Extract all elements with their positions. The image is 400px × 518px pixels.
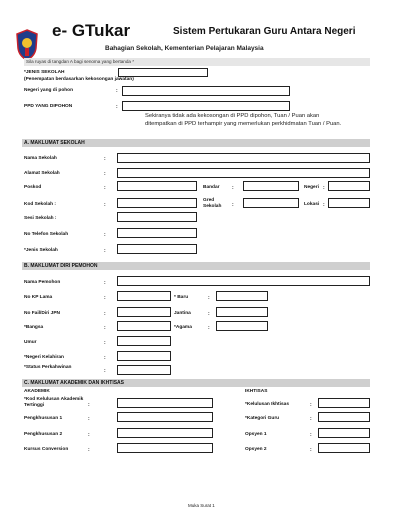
colon: :	[310, 432, 312, 438]
colon: :	[104, 368, 106, 374]
section-a-header: A. MAKLUMAT SEKOLAH	[22, 139, 370, 147]
pengkhususan2-select[interactable]	[117, 428, 213, 438]
page-number: Muka Surat 1	[188, 503, 215, 508]
jantina-label: Jantina	[174, 311, 191, 316]
section-b-header: B. MAKLUMAT DIRI PEMOHON	[22, 262, 370, 270]
colon: :	[104, 202, 106, 208]
opsyen1-select[interactable]	[318, 428, 370, 438]
jenis-sekolah-a-select[interactable]	[117, 244, 197, 254]
kod-kelulusan-label: *Kod Kelulusan Akademik Tertinggi	[24, 397, 84, 408]
negeri-dipohon-select[interactable]	[122, 86, 290, 96]
colon: :	[104, 156, 106, 162]
bandar-label: Bandar	[203, 185, 220, 190]
colon: :	[88, 447, 90, 453]
nama-sekolah-input[interactable]	[117, 153, 370, 163]
kategori-guru-select[interactable]	[318, 412, 370, 422]
colon: :	[232, 185, 234, 191]
opsyen1-label: Opsyen 1	[245, 432, 267, 437]
colon: :	[208, 325, 210, 331]
colon: :	[104, 325, 106, 331]
umur-label: Umur	[24, 340, 37, 345]
instruction-note: Sila ruyas di tangdan A bagi senoma yang bertanda *	[24, 58, 370, 66]
negeri-kelahiran-label: *Negeri Kelahiran	[24, 355, 64, 360]
jenis-sekolah-label: *JENIS SEKOLAH	[24, 70, 65, 75]
colon: :	[104, 248, 106, 254]
umur-input[interactable]	[117, 336, 171, 346]
negeri-dipohon-label: Negeri yang di pohon	[24, 88, 74, 93]
jenis-sekolah-sub: (Penempatan berdasarkan kekosongan jawatan)	[24, 77, 134, 82]
colon: :	[310, 402, 312, 408]
agama-label: *Agama	[174, 325, 192, 330]
no-fail-jpn-input[interactable]	[117, 307, 171, 317]
alamat-sekolah-input[interactable]	[117, 168, 370, 178]
ministry-line: Bahagian Sekolah, Kementerian Pelajaran Malaysia	[105, 45, 264, 52]
alamat-sekolah-label: Alamat Sekolah	[24, 171, 60, 176]
poskod-input[interactable]	[117, 181, 197, 191]
section-c-header: C. MAKLUMAT AKADEMIK DAN IKHTISAS	[22, 379, 370, 387]
nama-pemohon-input[interactable]	[117, 276, 370, 286]
negeri-kelahiran-select[interactable]	[117, 351, 171, 361]
colon: :	[104, 171, 106, 177]
jenis-sekolah-a-label: *Jenis Sekolah	[24, 248, 58, 253]
kursus-conversion-select[interactable]	[117, 443, 213, 453]
gred-sekolah-input[interactable]	[243, 198, 299, 208]
colon: :	[88, 402, 90, 408]
colon: :	[104, 311, 106, 317]
kelulusan-ikhtisas-label: *Kelulusan Ikhtisas	[245, 402, 289, 407]
colon: :	[323, 202, 325, 208]
colon: :	[88, 416, 90, 422]
colon: :	[104, 295, 106, 301]
colon: :	[310, 416, 312, 422]
no-kp-baru-input[interactable]	[216, 291, 268, 301]
negeri-input[interactable]	[328, 181, 370, 191]
app-brand: e- GTukar	[52, 21, 131, 40]
no-kp-baru-label: * Baru	[174, 295, 189, 300]
no-fail-jpn-label: No Fail/Diri JPN	[24, 311, 60, 316]
pengkhususan2-label: Pengkhususan 2	[24, 432, 63, 437]
nama-pemohon-label: Nama Pemohon	[24, 280, 61, 285]
app-subtitle: Sistem Pertukaran Guru Antara Negeri	[173, 26, 356, 37]
sesi-sekolah-select[interactable]	[117, 212, 197, 222]
lokasi-input[interactable]	[328, 198, 370, 208]
status-perkahwinan-label: *Status Perkahwinan	[24, 365, 72, 370]
opsyen2-label: Opsyen 2	[245, 447, 267, 452]
ppd-dipohon-select[interactable]	[122, 101, 290, 111]
colon: :	[104, 340, 106, 346]
colon: :	[323, 185, 325, 191]
jantina-select[interactable]	[216, 307, 268, 317]
kod-sekolah-label: Kod Sekolah :	[24, 202, 56, 207]
ppd-info-paragraph: Sekiranya tidak ada kekosongan di PPD dipohon, Tuan / Puan akan ditempatkan di PPD terhampir yang memerlukan perkhidmatan Tuan / Puan.	[145, 113, 342, 127]
bangsa-label: *Bangsa	[24, 325, 44, 330]
kod-sekolah-input[interactable]	[117, 198, 197, 208]
ppd-dipohon-label: PPD YANG DIPOHON	[24, 104, 73, 109]
colon: :	[116, 104, 118, 110]
no-kp-lama-label: No KP Lama	[24, 295, 53, 300]
kategori-guru-label: *Kategori Guru	[245, 416, 280, 421]
lokasi-label: Lokasi	[304, 202, 320, 207]
bandar-input[interactable]	[243, 181, 299, 191]
pengkhususan1-label: Pengkhususan 1	[24, 416, 63, 421]
colon: :	[208, 311, 210, 317]
agama-select[interactable]	[216, 321, 268, 331]
no-telefon-label: No Telefon Sekolah	[24, 232, 69, 237]
colon: :	[208, 295, 210, 301]
kursus-conversion-label: Kursus Conversion	[24, 447, 69, 452]
negeri-label: Negeri	[304, 185, 319, 190]
sesi-sekolah-label: Sesi Sekolah :	[24, 216, 57, 221]
colon: :	[104, 280, 106, 286]
pengkhususan1-select[interactable]	[117, 412, 213, 422]
no-kp-lama-input[interactable]	[117, 291, 171, 301]
kod-kelulusan-select[interactable]	[117, 398, 213, 408]
jenis-sekolah-select[interactable]	[118, 68, 208, 77]
colon: :	[310, 447, 312, 453]
bangsa-select[interactable]	[117, 321, 171, 331]
colon: :	[88, 432, 90, 438]
colon: :	[104, 185, 106, 191]
colon: :	[104, 355, 106, 361]
kelulusan-ikhtisas-select[interactable]	[318, 398, 370, 408]
gred-sekolah-label: Gred Sekolah	[203, 198, 222, 209]
colon: :	[116, 88, 118, 94]
poskod-label: Poskod	[24, 185, 42, 190]
opsyen2-select[interactable]	[318, 443, 370, 453]
no-telefon-input[interactable]	[117, 228, 197, 238]
colon: :	[232, 202, 234, 208]
ikhtisas-heading: IKHTISAS	[245, 389, 268, 394]
status-perkahwinan-select[interactable]	[117, 365, 171, 375]
akademik-heading: AKADEMIK	[24, 389, 50, 394]
colon: :	[104, 232, 106, 238]
nama-sekolah-label: Nama Sekolah	[24, 156, 57, 161]
crest-logo-icon	[15, 28, 39, 62]
